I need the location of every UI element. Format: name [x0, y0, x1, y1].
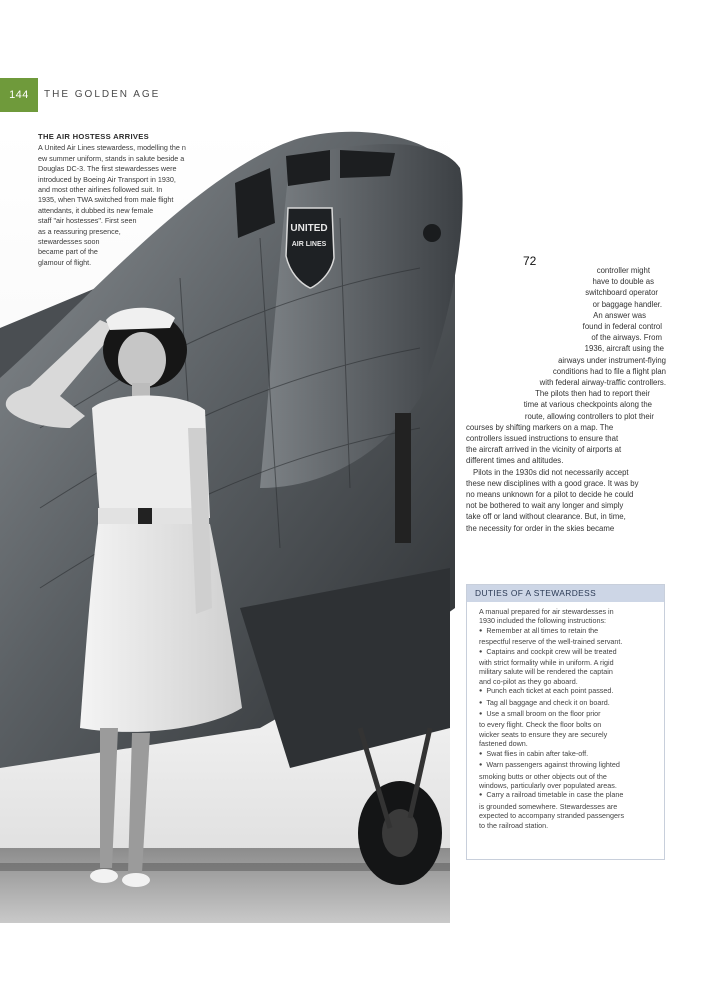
duty-item	[479, 749, 656, 760]
body-line: The pilots then had to report their	[535, 389, 650, 399]
logo-text-united: UNITED	[290, 223, 328, 234]
sidebar-title: DUTIES OF A STEWARDESS	[467, 585, 664, 602]
duty-line: windows, particularly over populated areas.	[479, 780, 617, 790]
duty-line: expected to accompany stranded passengers	[479, 811, 625, 821]
caption-title: THE AIR HOSTESS ARRIVES	[38, 132, 149, 141]
body-text	[466, 265, 666, 534]
duty-line: ● Warn passengers against throwing lighted	[479, 760, 656, 771]
duty-line: ● Use a small broom on the floor prior	[479, 709, 656, 720]
body-line: conditions had to file a flight plan	[552, 366, 666, 376]
caption-line: A United Air Lines stewardess, modelling the n	[38, 143, 186, 153]
body-line: controllers issued instructions to ensure that	[466, 434, 619, 444]
duty-item	[479, 790, 656, 830]
caption-line: stewardesses soon	[38, 237, 100, 247]
sidebar-body	[467, 602, 664, 830]
body-line: of the airways. From	[591, 333, 662, 343]
body-line: route, allowing controllers to plot their	[524, 411, 654, 421]
duty-item	[479, 647, 656, 687]
caption-line: Douglas DC-3. The first stewardesses were	[38, 164, 177, 174]
caption-line: glamour of flight.	[38, 257, 92, 267]
body-line: or baggage handler.	[592, 299, 662, 309]
duty-line: wicker seats to ensure they are securely	[479, 729, 608, 739]
caption-line: introduced by Boeing Air Transport in 1930,	[38, 174, 176, 184]
duty-line: fastened down.	[479, 739, 528, 749]
body-line: An answer was	[593, 310, 646, 320]
logo-text-air-lines: AIR LINES	[291, 241, 327, 248]
duty-line: with strict formality while in uniform. A rigid	[479, 658, 614, 668]
body-line: different times and altitudes.	[466, 456, 564, 466]
duty-line: smoking butts or other objects out of the	[479, 771, 607, 781]
nose-number: 72	[523, 254, 537, 268]
duty-line: ● Captains and cockpit crew will be treated	[479, 647, 656, 658]
body-line: have to double as	[592, 277, 654, 287]
duty-line: to every flight. Check the floor bolts on	[479, 720, 602, 730]
page-number: 144	[0, 78, 38, 112]
caption-line: staff "air hostesses". First seen	[38, 216, 137, 226]
body-line: Pilots in the 1930s did not necessarily accept	[473, 467, 629, 477]
caption-line: 1935, when TWA switched from male flight	[38, 195, 174, 205]
body-line: no means unknown for a pilot to decide he could	[466, 490, 634, 500]
duties-sidebar	[466, 584, 665, 860]
caption-line: attendants, it dubbed its new female	[38, 205, 154, 215]
caption-line: ew summer uniform, stands in salute beside a	[38, 153, 185, 163]
caption-line: became part of the	[38, 247, 98, 257]
duty-line: ● Carry a railroad timetable in case the plane	[479, 790, 656, 801]
duty-item	[479, 626, 656, 647]
body-line: the necessity for order in the skies became	[466, 523, 615, 533]
body-line: with federal airway-traffic controllers.	[539, 378, 666, 388]
body-line: switchboard operator	[585, 288, 658, 298]
duty-line: ● Punch each ticket at each point passed.	[479, 686, 656, 697]
duty-item	[479, 686, 656, 697]
duty-item	[479, 760, 656, 790]
duty-line: respectful reserve of the well-trained servant.	[479, 637, 623, 647]
duty-item	[479, 709, 656, 749]
body-line: the aircraft arrived in the vicinity of airports at	[466, 445, 622, 455]
body-line: airways under instrument-flying	[558, 355, 666, 365]
duty-line: ● Remember at all times to retain the	[479, 626, 656, 637]
body-line: not be bothered to wait any longer and simply	[466, 501, 624, 511]
photo-caption	[38, 132, 204, 268]
body-line: take off or land without clearance. But, in time,	[466, 512, 626, 522]
sidebar-intro-line: A manual prepared for air stewardesses in	[479, 607, 614, 616]
duty-line: ● Swat flies in cabin after take-off.	[479, 749, 656, 760]
section-title: THE GOLDEN AGE	[44, 89, 161, 100]
caption-line: and most other airlines followed suit. In	[38, 185, 163, 195]
caption-line: as a reassuring presence,	[38, 226, 121, 236]
duty-line: is grounded somewhere. Stewardesses are	[479, 801, 618, 811]
body-line: courses by shifting markers on a map. The	[466, 422, 614, 432]
duty-item	[479, 698, 656, 709]
duty-line: ● Tag all baggage and check it on board.	[479, 698, 656, 709]
body-line: these new disciplines with a good grace. It was by	[466, 478, 639, 488]
duty-line: military salute will be rendered the captain	[479, 667, 613, 677]
body-line: time at various checkpoints along the	[523, 400, 652, 410]
body-line: 1936, aircraft using the	[584, 344, 664, 354]
sidebar-intro-line: 1930 included the following instructions:	[479, 616, 607, 626]
duty-line: to the railroad station.	[479, 820, 549, 830]
sidebar-intro	[479, 607, 656, 626]
body-line: found in federal control	[582, 322, 662, 332]
body-line: controller might	[596, 266, 650, 275]
duty-line: and co-pilot as they go aboard.	[479, 676, 578, 686]
